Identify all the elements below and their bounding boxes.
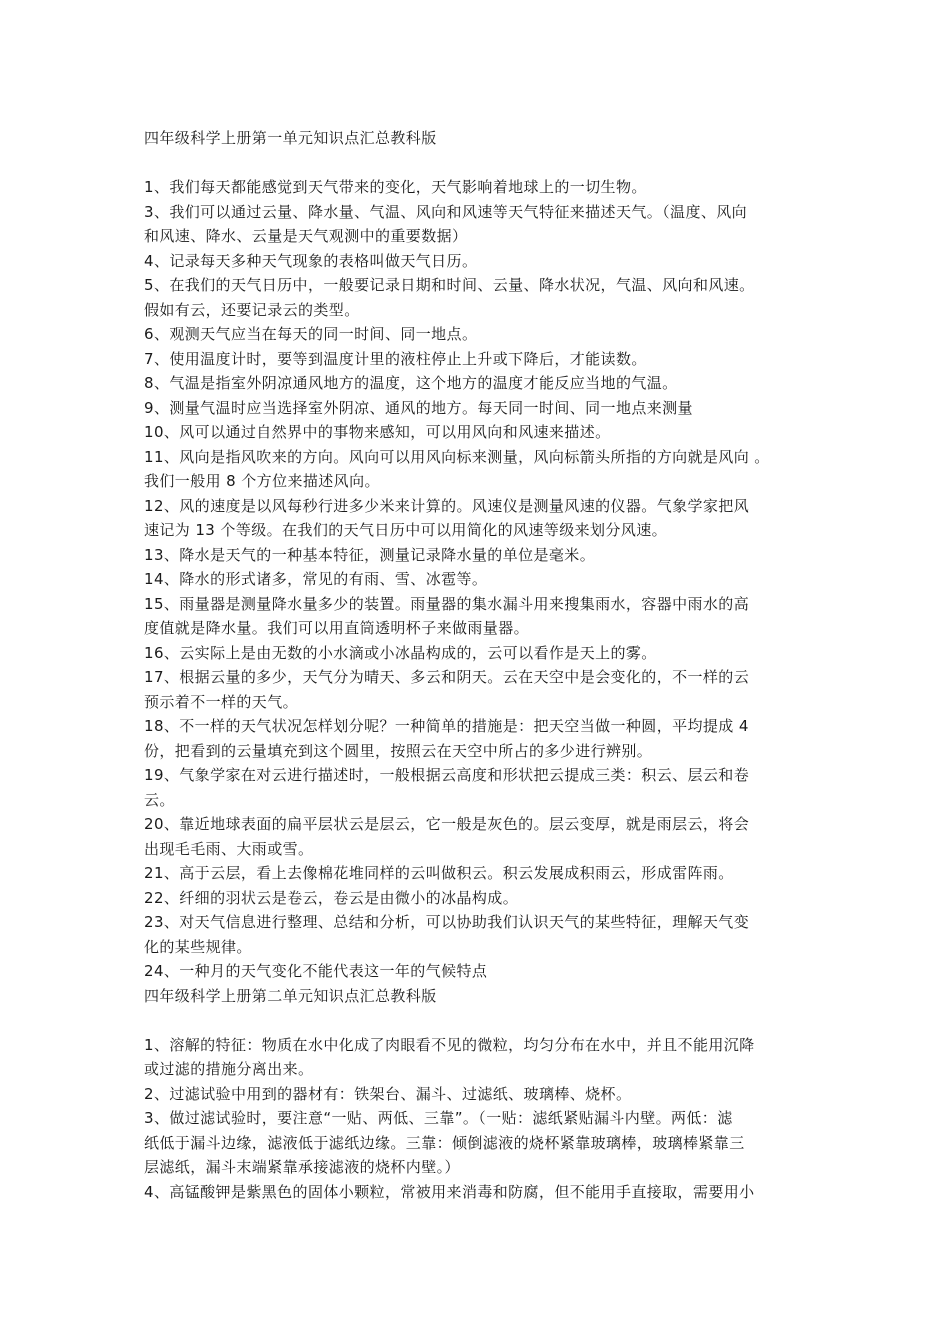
text-line: 18、不一样的天气状况怎样划分呢？一种简单的措施是：把天空当做一种圆，平均提成 4 bbox=[144, 717, 749, 735]
blank-line bbox=[144, 151, 812, 176]
text-line: 23、对天气信息进行整理、总结和分析，可以协助我们认识天气的某些特征，理解天气变 bbox=[144, 913, 750, 931]
text-line: 和风速、降水、云量是天气观测中的重要数据） bbox=[144, 227, 468, 245]
text-line: 5、在我们的天气日历中，一般要记录日期和时间、云量、降水状况，气温、风向和风速。 bbox=[144, 276, 755, 294]
text-line: 份，把看到的云量填充到这个圆里，按照云在天空中所占的多少进行辨别。 bbox=[144, 741, 653, 760]
text-line: 我们一般用 8 个方位来描述风向。 bbox=[144, 472, 380, 490]
text-line: 22、纤细的羽状云是卷云，卷云是由微小的冰晶构成。 bbox=[144, 888, 519, 907]
text-line: 11、风向是指风吹来的方向。风向可以用风向标来测量，风向标箭头所指的方向就是风向 。 bbox=[144, 447, 770, 466]
unit2-title: 四年级科学上册第二单元知识点汇总教科版 bbox=[144, 986, 437, 1005]
document-body bbox=[144, 126, 812, 1204]
text-line: 14、降水的形式诸多，常见的有雨、雪、冰雹等。 bbox=[144, 570, 488, 588]
text-line: 21、高于云层，看上去像棉花堆同样的云叫做积云。积云发展成积雨云，形成雷阵雨。 bbox=[144, 864, 734, 882]
unit1-title: 四年级科学上册第一单元知识点汇总教科版 bbox=[144, 129, 437, 147]
text-line: 24、一种月的天气变化不能代表这一年的气候特点 bbox=[144, 962, 488, 980]
text-line: 3、做过滤试验时，要注意“一贴、两低、三靠”。（一贴：滤纸紧贴漏斗内壁。两低：滤 bbox=[144, 1109, 733, 1127]
text-line: 12、风的速度是以风每秒行进多少米来计算的。风速仪是测量风速的仪器。气象学家把风 bbox=[144, 496, 750, 515]
text-line: 20、靠近地球表面的扁平层状云是层云，它一般是灰色的。层云变厚，就是雨层云，将会 bbox=[144, 815, 750, 833]
text-line: 17、根据云量的多少，天气分为晴天、多云和阴天。云在天空中是会变化的，不一样的云 bbox=[144, 668, 750, 686]
text-line: 3、我们可以通过云量、降水量、气温、风向和风速等天气特征来描述天气。（温度、风向 bbox=[144, 202, 748, 221]
text-line: 6、观测天气应当在每天的同一时间、同一地点。 bbox=[144, 325, 478, 343]
text-line: 出现毛毛雨、大雨或雪。 bbox=[144, 839, 314, 858]
text-line: 19、气象学家在对云进行描述时，一般根据云高度和形状把云提成三类：积云、层云和卷 bbox=[144, 766, 750, 784]
text-line: 9、测量气温时应当选择室外阴凉、通风的地方。每天同一时间、同一地点来测量 bbox=[144, 398, 693, 417]
text-line: 度值就是降水量。我们可以用直筒透明杯子来做雨量器。 bbox=[144, 619, 530, 637]
text-line: 16、云实际上是由无数的小水滴或小冰晶构成的，云可以看作是天上的雾。 bbox=[144, 643, 657, 662]
text-line: 13、降水是天气的一种基本特征，测量记录降水量的单位是毫米。 bbox=[144, 545, 596, 564]
text-line: 速记为 13 个等级。在我们的天气日历中可以用简化的风速等级来划分风速。 bbox=[144, 521, 668, 539]
text-line: 7、使用温度计时，要等到温度计里的液柱停止上升或下降后，才能读数。 bbox=[144, 349, 647, 368]
text-line: 层滤纸，漏斗末端紧靠承接滤液的烧杯内壁。） bbox=[144, 1158, 460, 1176]
text-line: 1、我们每天都能感觉到天气带来的变化，天气影响着地球上的一切生物。 bbox=[144, 178, 647, 196]
unit2-paragraphs bbox=[144, 1033, 812, 1205]
text-line: 假如有云，还要记录云的类型。 bbox=[144, 300, 360, 319]
blank-line bbox=[144, 1008, 812, 1033]
text-line: 2、过滤试验中用到的器材有：铁架台、漏斗、过滤纸、玻璃棒、烧杯。 bbox=[144, 1084, 632, 1103]
text-line: 1、溶解的特征：物质在水中化成了肉眼看不见的微粒，均匀分布在水中，并且不能用沉降 bbox=[144, 1035, 755, 1054]
text-line: 预示着不一样的天气。 bbox=[144, 692, 299, 711]
text-line: 纸低于漏斗边缘，滤液低于滤纸边缘。三靠：倾倒滤液的烧杯紧靠玻璃棒，玻璃棒紧靠三 bbox=[144, 1133, 745, 1152]
text-line: 4、记录每天多种天气现象的表格叫做天气日历。 bbox=[144, 251, 478, 270]
text-line: 8、气温是指室外阴凉通风地方的温度，这个地方的温度才能反应当地的气温。 bbox=[144, 374, 678, 392]
unit1-paragraphs bbox=[144, 175, 812, 984]
text-line: 4、高锰酸钾是紫黑色的固体小颗粒，常被用来消毒和防腐，但不能用手直接取，需要用小 bbox=[144, 1182, 755, 1201]
text-line: 或过滤的措施分离出来。 bbox=[144, 1060, 314, 1078]
text-line: 云。 bbox=[144, 790, 175, 809]
text-line: 10、风可以通过自然界中的事物来感知，可以用风向和风速来描述。 bbox=[144, 423, 611, 441]
text-line: 化的某些规律。 bbox=[144, 937, 252, 956]
text-line: 15、雨量器是测量降水量多少的装置。雨量器的集水漏斗用来搜集雨水，容器中雨水的高 bbox=[144, 594, 750, 613]
